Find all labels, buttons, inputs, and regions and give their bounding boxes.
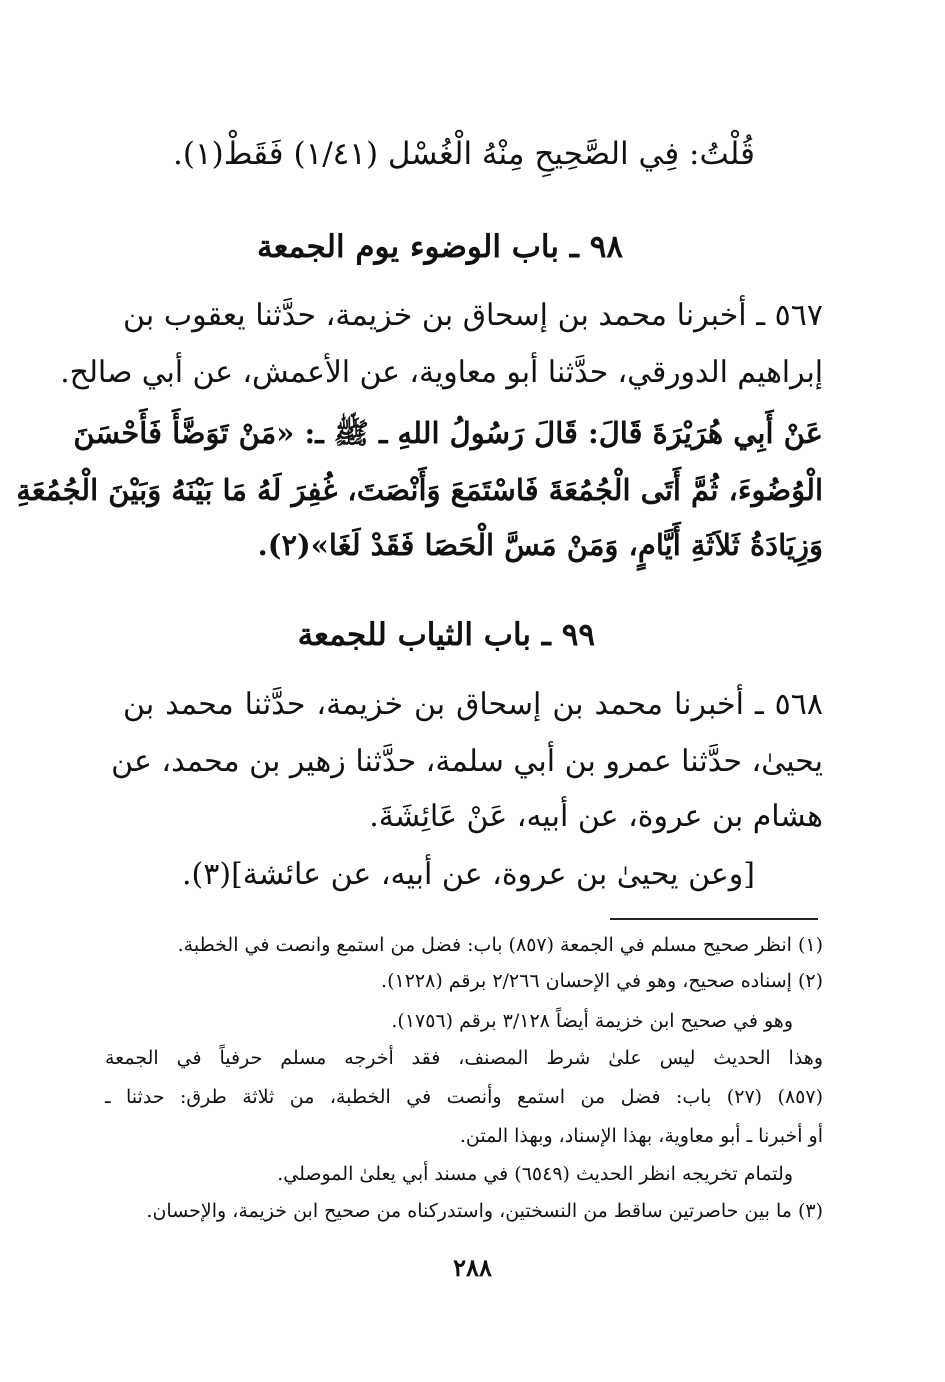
hadith-567-matn-line-1: عَنْ أَبِي هُرَيْرَةَ قَالَ: قَالَ رَسُولُ اللهِ ـ ﷺ ـ: «مَنْ تَوَضَّأَ فَأَحْسَنَ xyxy=(73,416,823,450)
footnote-1: (١) انظر صحيح مسلم في الجمعة (٨٥٧) باب: فضل من استمع وانصت في الخطبة. xyxy=(177,934,823,956)
footnote-2: (٢) إسناده صحيح، وهو في الإحسان ٢/٢٦٦ برقم (١٢٢٨). xyxy=(381,970,823,992)
hadith-568-isnad-line-1: ٥٦٨ ـ أخبرنا محمد بن إسحاق بن خزيمة، حدَّثنا محمد بن xyxy=(123,687,823,722)
hadith-568-isnad-line-3: هشام بن عروة، عن أبيه، عَنْ عَائِشَةَ. xyxy=(369,799,823,834)
footnote-2-continuation-3: (٨٥٧) (٢٧) باب: فضل من استمع وأنصت في الخطبة، من ثلاثة طرق: حدثنا ـ xyxy=(105,1086,823,1108)
section-98-heading: ٩٨ ـ باب الوضوء يوم الجمعة xyxy=(256,229,623,265)
footnote-2-continuation-2: وهذا الحديث ليس علىٰ شرط المصنف، فقد أخرجه مسلم حرفياً في الجمعة xyxy=(105,1047,823,1069)
footnote-divider xyxy=(610,918,818,920)
intro-line: قُلْتُ: فِي الصَّحِيحِ مِنْهُ الْغُسْل (١/٤١) فَقَطْ(١). xyxy=(172,136,755,172)
page-number: ٢٨٨ xyxy=(453,1253,492,1282)
bracket-addition-line: [وعن يحيىٰ بن عروة، عن أبيه، عن عائشة](٣). xyxy=(182,857,755,892)
hadith-568-isnad-line-2: يحيىٰ، حدَّثنا عمرو بن أبي سلمة، حدَّثنا زهير بن محمد، عن xyxy=(111,744,823,779)
footnote-2-continuation-4: أو أخبرنا ـ أبو معاوية، بهذا الإسناد، وبهذا المتن. xyxy=(459,1125,823,1147)
hadith-567-isnad-line-2: إبراهيم الدورقي، حدَّثنا أبو معاوية، عن الأعمش، عن أبي صالح. xyxy=(60,355,823,390)
hadith-567-matn-line-3: وَزِيَادَةُ ثَلاَثَةِ أَيَّامٍ، وَمَنْ مَسَّ الْحَصَا فَقَدْ لَغَا»(٢). xyxy=(257,528,823,562)
footnote-2-continuation-1: وهو في صحيح ابن خزيمة أيضاً ٣/١٢٨ برقم (١٧٥٦). xyxy=(391,1010,793,1032)
hadith-567-matn-line-2: الْوُضُوءَ، ثُمَّ أَتَى الْجُمُعَةَ فَاسْتَمَعَ وَأَنْصَتَ، غُفِرَ لَهُ مَا بَيْنَهُ وَبَيْنَ الْجُمُعَةِ xyxy=(16,473,823,507)
footnote-2-continuation-5: ولتمام تخريجه انظر الحديث (٦٥٤٩) في مسند أبي يعلىٰ الموصلي. xyxy=(277,1163,793,1185)
hadith-567-isnad-line-1: ٥٦٧ ـ أخبرنا محمد بن إسحاق بن خزيمة، حدَّثنا يعقوب بن xyxy=(123,298,823,333)
footnote-3: (٣) ما بين حاصرتين ساقط من النسختين، واستدركناه من صحيح ابن خزيمة، والإحسان. xyxy=(146,1200,823,1222)
section-99-heading: ٩٩ ـ باب الثياب للجمعة xyxy=(297,617,595,653)
